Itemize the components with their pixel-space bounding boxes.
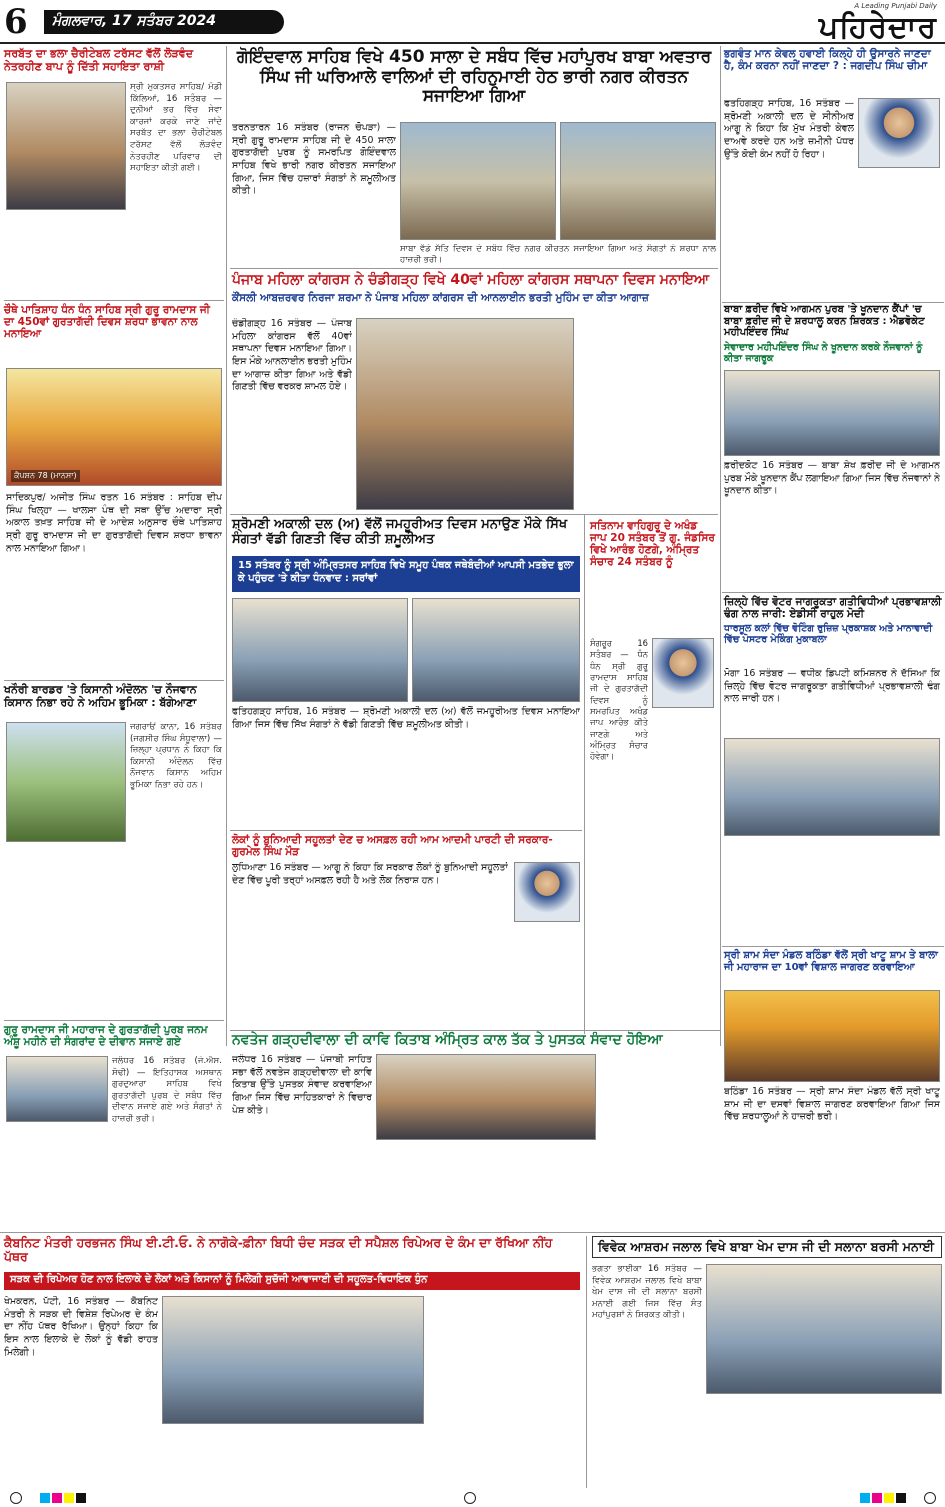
story-divider: [4, 680, 224, 681]
portrait-photo: [858, 98, 940, 168]
story-body-continued: [578, 318, 716, 510]
right-column: [724, 304, 942, 364]
story-photo: [6, 1056, 108, 1122]
black-swatch: [896, 1493, 906, 1503]
story-photo: [162, 1296, 424, 1424]
book-story: [232, 1032, 716, 1048]
bottom-left-story: [4, 1236, 580, 1265]
column-rule: [720, 46, 721, 1046]
story-headline: ਸਤਿਨਾਮ ਵਾਹਿਗੁਰੂ ਦੇ ਅਖੰਡ ਜਾਪ 20 ਸਤੰਬਰ ਤੋਂ ਗੁ. ਜੰਡਸਿਰ ਵਿਖੇ ਆਰੰਭ ਹੋਣਗੇ, ਅੰਮ੍ਰਿਤ ਸੰਚਾਰ 24 ਸਤੰਬਰ ਨੂੰ: [590, 520, 715, 569]
story-body: ਫ਼ਰੀਦਕੋਟ 16 ਸਤੰਬਰ — ਬਾਬਾ ਸ਼ੇਖ ਫ਼ਰੀਦ ਜੀ ਦੇ ਆਗਮਨ ਪੁਰਬ ਮੌਕੇ ਖੂਨਦਾਨ ਕੈਂਪ ਲਗਾਇਆ ਗਿਆ ਜਿਸ ਵਿੱਚ ਨੌਜਵਾਨਾਂ ਨੇ ਖੂਨਦਾਨ ਕੀਤਾ।: [724, 460, 940, 497]
section-rule: [0, 1232, 945, 1233]
magenta-swatch: [872, 1493, 882, 1503]
story-photo: [706, 1264, 942, 1394]
tagline: A Leading Punjabi Daily: [854, 2, 937, 10]
story-divider: [4, 1020, 224, 1021]
story-headline: ਸ਼੍ਰੋਮਣੀ ਅਕਾਲੀ ਦਲ (ਅ) ਵੱਲੋਂ ਜਮਹੂਰੀਅਤ ਦਿਵਸ ਮਨਾਉਣ ਮੌਕੇ ਸਿੱਖ ਸੰਗਤਾਂ ਵੱਡੀ ਗਿਣਤੀ ਵਿੱਚ ਕੀਤੀ ਸ਼ਮੂਲੀਅਤ: [232, 517, 568, 547]
story-body: ਜਗਰਾਓਂ ਕਾਨਾ, 16 ਸਤੰਬਰ (ਜਗਸੀਰ ਸਿੰਘ ਸੰਧੂਵਾਲਾ) — ਜ਼ਿਲ੍ਹਾ ਪ੍ਰਧਾਨ ਨੇ ਕਿਹਾ ਕਿ ਕਿਸਾਨੀ ਅੰਦੋਲਨ ਵਿੱਚ ਨੌਜਵਾਨ ਕਿਸਾਨ ਅਹਿਮ ਭੂਮਿਕਾ ਨਿਭਾ ਰਹੇ ਹਨ।: [130, 722, 222, 790]
story-body: ਭਗਤਾ ਭਾਈਕਾ 16 ਸਤੰਬਰ — ਵਿਵੇਕ ਆਸ਼ਰਮ ਜਲਾਲ ਵਿਖੇ ਬਾਬਾ ਖੇਮ ਦਾਸ ਜੀ ਦੀ ਸਲਾਨਾ ਬਰਸੀ ਮਨਾਈ ਗਈ ਜਿਸ ਵਿੱਚ ਸੰਤ ਮਹਾਂਪੁਰਸ਼ਾਂ ਨੇ ਸ਼ਿਰਕਤ ਕੀਤੀ।: [592, 1264, 702, 1321]
lead-story: [232, 48, 716, 107]
mann-story: [232, 834, 580, 858]
portrait-photo: [652, 638, 714, 708]
story-headline: ਗੁਰੂ ਰਾਮਦਾਸ ਜੀ ਮਹਾਰਾਜ ਦੇ ਗੁਰਤਾਗੱਦੀ ਪੁਰਬ ਜਨਮ ਅੰਸ਼ੂ ਮਹੀਨੇ ਦੀ ਸੰਗਰਾਂਦ ਦੇ ਦੀਵਾਨ ਸਜਾਏ ਗਏ: [4, 1024, 208, 1049]
story-body-continued: [724, 840, 940, 942]
story-photo: [232, 598, 408, 702]
page-number: 6: [4, 2, 28, 42]
story-body: ਜਲੰਧਰ 16 ਸਤੰਬਰ — ਪੰਜਾਬੀ ਸਾਹਿਤ ਸਭਾ ਵੱਲੋਂ ਨਵਤੇਜ ਗੜ੍ਹਦੀਵਾਲਾ ਦੀ ਕਾਵਿ ਕਿਤਾਬ ਉੱਤੇ ਪੁਸਤਕ ਸੰਵਾਦ ਕਰਵਾਇਆ ਗਿਆ ਜਿਸ ਵਿੱਚ ਸਾਹਿਤਕਾਰਾਂ ਨੇ ਵਿਚਾਰ ਪੇਸ਼ ਕੀਤੇ।: [232, 1054, 372, 1116]
left-column: [4, 304, 222, 340]
lead-headline: ਗੋਇੰਦਵਾਲ ਸਾਹਿਬ ਵਿਖੇ 450 ਸਾਲਾ ਦੇ ਸਬੰਧ ਵਿੱਚ ਮਹਾਂਪੁਰਖ ਬਾਬਾ ਅਵਤਾਰ ਸਿੰਘ ਜੀ ਘਰਿਆਲੇ ਵਾਲਿਆਂ ਦੀ ਰਹਿਨੁਮਾਈ ਹੇਠ ਭਾਰੀ ਨਗਰ ਕੀਰਤਨ ਸਜਾਇਆ ਗਿਆ: [236, 47, 712, 107]
story-body: ਖੇਮਕਰਨ, ਪੱਟੀ, 16 ਸਤੰਬਰ — ਕੈਬਨਿਟ ਮੰਤਰੀ ਨੇ ਸੜਕ ਦੀ ਵਿਸ਼ੇਸ਼ ਰਿਪੇਅਰ ਦੇ ਕੰਮ ਦਾ ਨੀਂਹ ਪੱਥਰ ਰੱਖਿਆ। ਉਨ੍ਹਾਂ ਕਿਹਾ ਕਿ ਇਸ ਨਾਲ ਇਲਾਕੇ ਦੇ ਲੋਕਾਂ ਨੂੰ ਵੱਡੀ ਰਾਹਤ ਮਿਲੇਗੀ।: [4, 1296, 158, 1358]
story-headline: ਜ਼ਿਲ੍ਹੇ ਵਿੱਚ ਵੋਟਰ ਜਾਗਰੂਕਤਾ ਗਤੀਵਿਧੀਆਂ ਪ੍ਰਭਾਵਸ਼ਾਲੀ ਢੰਗ ਨਾਲ ਜਾਰੀ: ਏਡੀਸੀ ਰਾਹੁਲ ਮੋਦੀ: [724, 596, 942, 621]
lead-photo: [400, 122, 556, 240]
yellow-swatch: [884, 1493, 894, 1503]
story-divider: [722, 592, 944, 593]
akali-story: [232, 518, 580, 548]
akhand-story: [590, 520, 716, 568]
story-photo: [6, 368, 222, 486]
story-divider: [722, 302, 944, 303]
story-headline: ਬਾਬਾ ਫ਼ਰੀਦ ਵਿਖੇ ਆਗਮਨ ਪੁਰਬ 'ਤੇ ਖੂਨਦਾਨ ਕੈਂਪਾਂ 'ਚ ਬਾਬਾ ਫ਼ਰੀਦ ਜੀ ਦੇ ਸ਼ਰਧਾਲੂ ਕਰਨ ਸ਼ਿਰਕਤ : ਐਡਵੋਕੇਟ ਮਹੀਪਇੰਦਰ ਸਿੰਘ: [724, 304, 925, 338]
story-headline: ਭਗਵੰਤ ਮਾਨ ਕੇਵਲ ਹਵਾਈ ਕਿਲ੍ਹੇ ਹੀ ਉਸਾਰਨੇ ਜਾਣਦਾ ਹੈ, ਕੰਮ ਕਰਨਾ ਨਹੀਂ ਜਾਣਦਾ ? : ਜਗਦੀਪ ਸਿੰਘ ਚੀਮਾ: [724, 48, 931, 73]
right-column: [724, 48, 942, 72]
story-subheadline: ਕੌਂਸਲੀ ਆਬਜ਼ਰਵਰ ਨਿਰਜਾ ਸ਼ਰਮਾ ਨੇ ਪੰਜਾਬ ਮਹਿਲਾ ਕਾਂਗਰਸ ਦੀ ਆਨਲਾਈਨ ਭਰਤੀ ਮੁਹਿੰਮ ਦਾ ਕੀਤਾ ਆਗਾਜ਼: [232, 292, 649, 305]
cyan-swatch: [860, 1493, 870, 1503]
story-divider: [722, 946, 944, 947]
masthead: [0, 0, 945, 44]
story-photo: [6, 82, 126, 210]
story-divider: [230, 830, 582, 831]
left-column: [4, 684, 222, 709]
story-body-continued: [706, 1398, 942, 1486]
story-headline: ਚੌਥੇ ਪਾਤਿਸ਼ਾਹ ਧੰਨ ਧੰਨ ਸਾਹਿਬ ਸ੍ਰੀ ਗੁਰੂ ਰਾਮਦਾਸ ਜੀ ਦਾ 450ਵਾਂ ਗੁਰਤਾਗੱਦੀ ਦਿਵਸ ਸ਼ਰਧਾ ਭਾਵਨਾ ਨਾਲ ਮਨਾਇਆ: [4, 304, 210, 341]
portrait-photo: [514, 862, 580, 922]
lead-caption: ਸਾਬਾ ਵੱਡੇ ਸੱਤਿ ਦਿਵਸ ਦੇ ਸਬੰਧ ਵਿੱਚ ਨਗਰ ਕੀਰਤਨ ਸਜਾਇਆ ਗਿਆ ਅਤੇ ਸੰਗਤਾਂ ਨੇ ਸ਼ਰਧਾ ਨਾਲ ਹਾਜ਼ਰੀ ਭਰੀ।: [400, 244, 716, 266]
brand-logo: ਪਹਿਰੇਦਾਰ: [818, 10, 937, 45]
story-divider: [230, 1030, 720, 1031]
story-body: ਲੁਧਿਆਣਾ 16 ਸਤੰਬਰ — ਆਗੂ ਨੇ ਕਿਹਾ ਕਿ ਸਰਕਾਰ ਲੋਕਾਂ ਨੂੰ ਬੁਨਿਆਦੀ ਸਹੂਲਤਾਂ ਦੇਣ ਵਿੱਚ ਪੂਰੀ ਤਰ੍ਹਾਂ ਅਸਫ਼ਲ ਰਹੀ ਹੈ ਅਤੇ ਲੋਕ ਨਿਰਾਸ਼ ਹਨ।: [232, 862, 508, 886]
story-headline: ਲੋਕਾਂ ਨੂੰ ਬੁਨਿਆਦੀ ਸਹੂਲਤਾਂ ਦੇਣ ਚ ਅਸਫ਼ਲ ਰਹੀ ਆਮ ਆਦਮੀ ਪਾਰਟੀ ਦੀ ਸਰਕਾਰ- ਗੁਰਮੇਲ ਸਿੰਘ ਮੌੜ: [232, 834, 553, 859]
story-divider: [230, 268, 718, 269]
print-registration-strip: [0, 1490, 945, 1507]
yellow-swatch: [64, 1493, 74, 1503]
story-body: ਸੰਗਰੂਰ 16 ਸਤੰਬਰ — ਧੰਨ ਧੰਨ ਸ੍ਰੀ ਗੁਰੂ ਰਾਮਦਾਸ ਸਾਹਿਬ ਜੀ ਦੇ ਗੁਰਤਾਗੱਦੀ ਦਿਵਸ ਨੂੰ ਸਮਰਪਿਤ ਅਖੰਡ ਜਾਪ ਆਰੰਭ ਕੀਤੇ ਜਾਣਗੇ ਅਤੇ ਅੰਮ੍ਰਿਤ ਸੰਚਾਰ ਹੋਵੇਗਾ।: [590, 638, 648, 762]
story-headline: ਸ੍ਰੀ ਸ਼ਾਮ ਸੰਦਾ ਮੰਡਲ ਬਠਿੰਡਾ ਵੱਲੋਂ ਸ੍ਰੀ ਖਾਟੂ ਸ਼ਾਮ ਤੇ ਬਾਲਾ ਜੀ ਮਹਾਰਾਜ ਦਾ 10ਵਾਂ ਵਿਸ਼ਾਲ ਜਾਗਰਣ ਕਰਵਾਇਆ: [724, 950, 938, 973]
story-photo: [6, 722, 126, 842]
story-body: ਬਠਿੰਡਾ 16 ਸਤੰਬਰ — ਸ੍ਰੀ ਸ਼ਾਮ ਸੰਦਾ ਮੰਡਲ ਵੱਲੋਂ ਸ੍ਰੀ ਖਾਟੂ ਸ਼ਾਮ ਜੀ ਦਾ ਦਸਵਾਂ ਵਿਸ਼ਾਲ ਜਾਗਰਣ ਕਰਵਾਇਆ ਗਿਆ ਜਿਸ ਵਿੱਚ ਸ਼ਰਧਾਲੂਆਂ ਨੇ ਹਾਜ਼ਰੀ ਭਰੀ।: [724, 1086, 940, 1123]
bottom-right-story: [592, 1236, 942, 1258]
column-rule: [584, 514, 585, 1034]
registration-mark-icon: [924, 1492, 936, 1504]
story-body: ਮੋਗਾ 16 ਸਤੰਬਰ — ਵਧੀਕ ਡਿਪਟੀ ਕਮਿਸ਼ਨਰ ਨੇ ਦੱਸਿਆ ਕਿ ਜ਼ਿਲ੍ਹੇ ਵਿੱਚ ਵੋਟਰ ਜਾਗਰੂਕਤਾ ਗਤੀਵਿਧੀਆਂ ਪ੍ਰਭਾਵਸ਼ਾਲੀ ਢੰਗ ਨਾਲ ਜਾਰੀ ਹਨ।: [724, 668, 940, 705]
story-divider: [4, 300, 224, 301]
story-headline: ਪੰਜਾਬ ਮਹਿਲਾ ਕਾਂਗਰਸ ਨੇ ਚੰਡੀਗੜ੍ਹ ਵਿਖੇ 40ਵਾਂ ਮਹਿਲਾ ਕਾਂਗਰਸ ਸਥਾਪਨਾ ਦਿਵਸ ਮਨਾਇਆ: [232, 272, 710, 288]
column-rule: [586, 1236, 587, 1488]
lead-body: ਤਰਨਤਾਰਨ 16 ਸਤੰਬਰ (ਰਾਜਨ ਚੋਪੜਾ) — ਸ੍ਰੀ ਗੁਰੂ ਰਾਮਦਾਸ ਸਾਹਿਬ ਜੀ ਦੇ 450 ਸਾਲਾ ਗੁਰਤਾਗੱਦੀ ਪੁਰਬ ਨੂੰ ਸਮਰਪਿਤ ਗੋਇੰਦਵਾਲ ਸਾਹਿਬ ਵਿਖੇ ਭਾਰੀ ਨਗਰ ਕੀਰਤਨ ਸਜਾਇਆ ਗਿਆ, ਜਿਸ ਵਿੱਚ ਹਜ਼ਾਰਾਂ ਸੰਗਤਾਂ ਨੇ ਸ਼ਮੂਲੀਅਤ ਕੀਤੀ।: [232, 122, 396, 197]
story-photo: [376, 1054, 596, 1140]
story-body-continued: [600, 1054, 716, 1228]
story-headline: ਕੈਬਨਿਟ ਮੰਤਰੀ ਹਰਭਜਨ ਸਿੰਘ ਈ.ਟੀ.ਓ. ਨੇ ਨਾਗੋਕੇ-ਫ਼ੀਨਾ ਬਿਧੀ ਚੰਦ ਸੜਕ ਦੀ ਸਪੈਸ਼ਲ ਰਿਪੇਅਰ ਦੇ ਕੰਮ ਦਾ ਰੱਖਿਆ ਨੀਂਹ ਪੱਥਰ: [4, 1235, 553, 1265]
left-column: [4, 1024, 222, 1048]
story-subheadline: ਧਾਰਸੂਲ ਕਲਾਂ ਵਿੱਚ ਵੋਟਿੰਗ ਰੁਜ਼ਿਜ਼ ਪ੍ਰਕਾਸ਼ਕ ਅਤੇ ਮਾਨਾਵਾਦੀ ਵਿੱਚ ਪੋਸਟਰ ਮੇਕਿੰਗ ਮੁਕਾਬਲਾ: [724, 623, 933, 646]
story-photo: [412, 598, 580, 702]
story-headline: ਨਵਤੇਜ ਗੜ੍ਹਦੀਵਾਲਾ ਦੀ ਕਾਵਿ ਕਿਤਾਬ ਅੰਮ੍ਰਿਤ ਕਾਲ ਤੱਕ ਤੇ ਪੁਸਤਕ ਸੰਵਾਦ ਹੋਇਆ: [232, 1032, 663, 1048]
story-photo: [724, 990, 940, 1082]
registration-mark-icon: [10, 1492, 22, 1504]
story-photo: [356, 318, 574, 510]
story-body: ਸਾਦਿਕਪੁਰ/ ਅਜੀਤ ਸਿੰਘ ਰਤਨ 16 ਸਤੰਬਰ : ਸਾਹਿਬ ਦੀਪ ਸਿੰਘ ਖਿਲ੍ਹਾ — ਖਾਲਸਾ ਪੰਥ ਦੀ ਸਥਾ ਉੱਚ ਅਦਾਰਾ ਸ੍ਰੀ ਅਕਾਲ ਤਖ਼ਤ ਸਾਹਿਬ ਜੀ ਦੇ ਆਦੇਸ਼ ਅਨੁਸਾਰ ਚੌਥੇ ਪਾਤਿਸ਼ਾਹ ਸ੍ਰੀ ਗੁਰੂ ਰਾਮਦਾਸ ਜੀ ਦਾ ਗੁਰਤਾਗੱਦੀ ਦਿਵਸ ਸ਼ਰਧਾ ਭਾਵਨਾ ਨਾਲ ਮਨਾਇਆ ਗਿਆ।: [6, 492, 222, 554]
lead-photo: [560, 122, 716, 240]
story-body-continued: [428, 1296, 580, 1486]
black-swatch: [76, 1493, 86, 1503]
left-column: [4, 48, 222, 73]
right-column: [724, 950, 942, 973]
registration-mark-icon: [464, 1492, 476, 1504]
dateline: ਮੰਗਲਵਾਰ, 17 ਸਤੰਬਰ 2024: [44, 10, 284, 34]
story-body: ਫਤਿਹਗੜ੍ਹ ਸਾਹਿਬ, 16 ਸਤੰਬਰ — ਸ਼੍ਰੋਮਣੀ ਅਕਾਲੀ ਦਲ (ਅ) ਵੱਲੋਂ ਜਮਹੂਰੀਅਤ ਦਿਵਸ ਮਨਾਇਆ ਗਿਆ ਜਿਸ ਵਿੱਚ ਸਿੱਖ ਸੰਗਤਾਂ ਨੇ ਵੱਡੀ ਗਿਣਤੀ ਵਿੱਚ ਸ਼ਮੂਲੀਅਤ ਕੀਤੀ।: [232, 706, 580, 730]
story-body: ਜਲੰਧਰ 16 ਸਤੰਬਰ (ਜੇ.ਐਸ. ਸੋਢੀ) — ਇਤਿਹਾਸਕ ਅਸਥਾਨ ਗੁਰਦੁਆਰਾ ਸਾਹਿਬ ਵਿਖੇ ਗੁਰਤਾਗੱਦੀ ਪੁਰਬ ਦੇ ਸਬੰਧ ਵਿੱਚ ਦੀਵਾਨ ਸਜਾਏ ਗਏ ਅਤੇ ਸੰਗਤਾਂ ਨੇ ਹਾਜ਼ਰੀ ਭਰੀ।: [112, 1056, 222, 1124]
story-photo: [724, 738, 940, 836]
photo-caption: ਕੈਪਸ਼ਨ 78 (ਮਾਨਸਾ): [11, 470, 80, 482]
magenta-swatch: [52, 1493, 62, 1503]
column-rule: [226, 46, 227, 1046]
congress-story: [232, 272, 716, 305]
right-column: [724, 596, 942, 645]
story-headline: ਖਨੌਰੀ ਬਾਰਡਰ 'ਤੇ ਕਿਸਾਨੀ ਅੰਦੋਲਨ 'ਚ ਨੌਜਵਾਨ ਕਿਸਾਨ ਨਿਭਾ ਰਹੇ ਨੇ ਅਹਿਮ ਭੂਮਿਕਾ : ਬੱਗੇਆਣਾ: [4, 683, 197, 709]
cyan-swatch: [40, 1493, 50, 1503]
story-banner: ਸੜਕ ਦੀ ਰਿਪੇਅਰ ਹੋਣ ਨਾਲ ਇਲਾਕੇ ਦੇ ਲੋਕਾਂ ਅਤੇ ਕਿਸਾਨਾਂ ਨੂੰ ਮਿਲੇਗੀ ਸੁਚੱਜੀ ਆਵਾਜਾਈ ਦੀ ਸਹੂਲਤ-ਵਿਧਾਇਕ ਧੁੰਨ: [4, 1272, 580, 1290]
story-divider: [230, 514, 718, 515]
story-photo: [724, 370, 940, 456]
story-body: ਫਤਹਿਗੜ੍ਹ ਸਾਹਿਬ, 16 ਸਤੰਬਰ — ਸ਼੍ਰੋਮਣੀ ਅਕਾਲੀ ਦਲ ਦੇ ਸੀਨੀਅਰ ਆਗੂ ਨੇ ਕਿਹਾ ਕਿ ਮੁੱਖ ਮੰਤਰੀ ਕੇਵਲ ਦਾਅਵੇ ਕਰਦੇ ਹਨ ਅਤੇ ਜ਼ਮੀਨੀ ਪੱਧਰ ਉੱਤੇ ਕੋਈ ਕੰਮ ਨਹੀਂ ਹੋ ਰਿਹਾ।: [724, 98, 854, 160]
story-body: ਸ੍ਰੀ ਮੁਕਤਸਰ ਸਾਹਿਬ/ ਮੰਡੀ ਕਿੱਲਿਆਂ, 16 ਸਤੰਬਰ — ਦੁਨੀਆਂ ਭਰ ਵਿੱਚ ਸੇਵਾ ਕਾਰਜਾਂ ਕਰਕੇ ਜਾਣੇ ਜਾਂਦੇ ਸਰਬੱਤ ਦਾ ਭਲਾ ਚੈਰੀਟੇਬਲ ਟਰੱਸਟ ਵੱਲੋਂ ਲੋੜਵੰਦ ਨੇਤਰਹੀਣ ਪਰਿਵਾਰ ਦੀ ਸਹਾਇਤਾ ਕੀਤੀ ਗਈ।: [130, 82, 222, 174]
story-headline: ਸਰਬੱਤ ਦਾ ਭਲਾ ਚੈਰੀਟੇਬਲ ਟਰੱਸਟ ਵੱਲੋਂ ਲੋੜਵੰਦ ਨੇਤਰਹੀਣ ਬਾਪ ਨੂੰ ਦਿੱਤੀ ਸਹਾਇਤਾ ਰਾਸ਼ੀ: [4, 47, 194, 73]
story-body: ਚੰਡੀਗੜ੍ਹ 16 ਸਤੰਬਰ — ਪੰਜਾਬ ਮਹਿਲਾ ਕਾਂਗਰਸ ਵੱਲੋਂ 40ਵਾਂ ਸਥਾਪਨਾ ਦਿਵਸ ਮਨਾਇਆ ਗਿਆ। ਇਸ ਮੌਕੇ ਆਨਲਾਈਨ ਭਰਤੀ ਮੁਹਿੰਮ ਦਾ ਆਗਾਜ਼ ਕੀਤਾ ਗਿਆ ਅਤੇ ਵੱਡੀ ਗਿਣਤੀ ਵਿੱਚ ਵਰਕਰ ਸ਼ਾਮਲ ਹੋਏ।: [232, 318, 352, 393]
story-banner: 15 ਸਤੰਬਰ ਨੂੰ ਸ੍ਰੀ ਅੰਮ੍ਰਿਤਸਰ ਸਾਹਿਬ ਵਿਖੇ ਸਮੂਹ ਪੰਥਕ ਜਥੇਬੰਦੀਆਂ ਆਪਸੀ ਮਤਭੇਦ ਭੁਲਾ ਕੇ ਪਹੁੰਚਣ 'ਤੇ ਕੀਤਾ ਧੰਨਵਾਦ : ਸਰਾਂਵਾਂ: [232, 556, 580, 592]
story-headline: ਵਿਵੇਕ ਆਸ਼ਰਮ ਜਲਾਲ ਵਿਖੇ ਬਾਬਾ ਖੇਮ ਦਾਸ ਜੀ ਦੀ ਸਲਾਨਾ ਬਰਸੀ ਮਨਾਈ: [598, 1239, 935, 1254]
story-subheadline: ਸੇਵਾਦਾਰ ਮਹੀਪਇੰਦਰ ਸਿੰਘ ਨੇ ਖੂਨਦਾਨ ਕਰਕੇ ਨੌਜਵਾਨਾਂ ਨੂੰ ਕੀਤਾ ਜਾਗਰੂਕ: [724, 341, 923, 364]
